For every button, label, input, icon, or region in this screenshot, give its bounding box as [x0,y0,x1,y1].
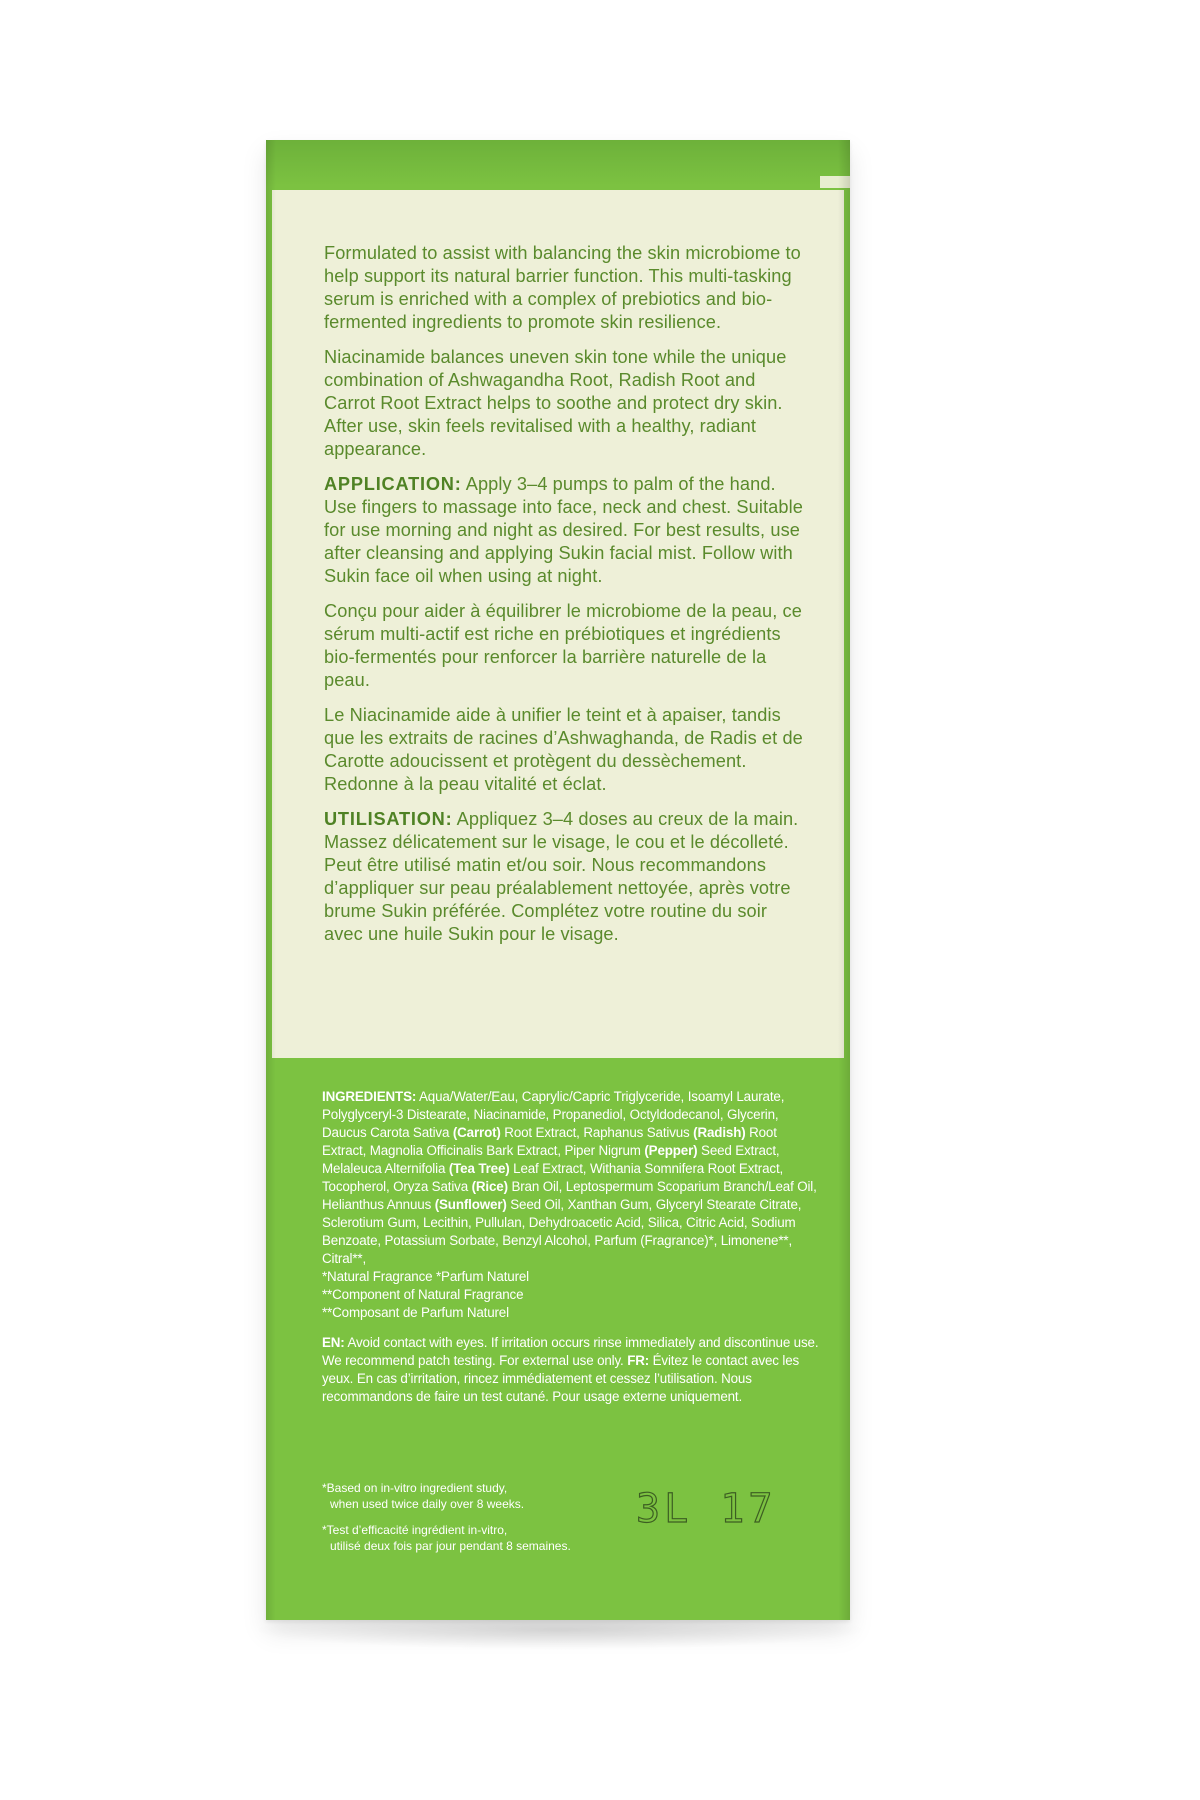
ingredients-part: Root Extract, Raphanus Sativus [500,1125,694,1140]
utilisation-heading: UTILISATION: [324,809,453,829]
application-text: Apply 3–4 pumps to palm of the hand. Use fingers to massage into face, neck and chest. Suitable for use morning and night as desired. For best results, use after cleansing and applying Sukin facial mist. Follow with Sukin face oil when using at night. [324,474,803,586]
ingredients-part: Root Extract, Magnolia Officinalis Bark Extract, Piper Nigrum [322,1125,777,1158]
ingredients-list [322,1088,820,1268]
box-top-flap [266,140,850,186]
ingredients-part: Aqua/Water/Eau, Caprylic/Capric Triglyceride, Isoamyl Laurate, Polyglyceryl-3 Distearate, Niacinamide, Propanediol, Octyldodecanol, Glycerin, Daucus Carota Sativa [322,1089,785,1140]
warning-en: Avoid contact with eyes. If irritation occurs rinse immediately and discontinue use. We recommend patch testing. For external use only. [322,1335,819,1368]
box-edge-shade-right [838,140,850,1620]
warning-fr: Évitez le contact avec les yeux. En cas d’irritation, rincez immédiatement et cessez l’utilisation. Nous recommandons de faire un test cutané. Pour usage externe uniquement. [322,1353,800,1404]
footnote-fr-line-2: utilisé deux fois par jour pendant 8 semaines. [330,1539,571,1553]
study-footnotes [322,1480,571,1564]
utilisation-text: Appliquez 3–4 doses au creux de la main. Massez délicatement sur le visage, le cou et le décolleté. Peut être utilisé matin et/ou soir. Nous recommandons d’appliquer sur peau préalablement nettoyée, après votre brume Sukin préférée. Complétez votre routine du soir avec une huile Sukin pour le visage. [324,809,799,944]
footnote-en [322,1480,571,1512]
ingredient-highlight: (Tea Tree) [448,1161,510,1176]
footnote-en-line-2: when used twice daily over 8 weeks. [330,1497,525,1511]
batch-code: 3L 17 [636,1486,777,1532]
ingredients-heading: INGREDIENTS: [322,1089,417,1104]
utilisation-paragraph [324,808,810,946]
ingredients-part: Seed Extract, Melaleuca Alternifolia [322,1143,780,1176]
footnote-fr-line-1: *Test d’efficacité ingrédient in-vitro, [322,1523,508,1537]
application-paragraph [324,473,810,588]
cream-label-panel [272,190,844,1058]
ingredients-part: Seed Oil, Xanthan Gum, Glyceryl Stearate Citrate, Sclerotium Gum, Lecithin, Pullulan, Dehydroacetic Acid, Silica, Citric Acid, Sodium Benzoate, Potassium Sorbate, Benzyl Alcohol, Parfum (Fragrance)*, Limonene**, Citral**, [322,1197,802,1266]
ingredient-highlight: (Pepper) [644,1143,698,1158]
ingredients-part: Bran Oil, Leptospermum Scoparium Branch/Leaf Oil, Helianthus Annuus [322,1179,817,1212]
intro-fr: Conçu pour aider à équilibrer le microbiome de la peau, ce sérum multi-actif est riche en prébiotiques et ingrédients bio-fermentés pour renforcer la barrière naturelle de la peau. [324,601,802,690]
description-text [324,242,810,958]
ingredients-part: Leaf Extract, Withania Somnifera Root Extract, Tocopherol, Oryza Sativa [322,1161,784,1194]
application-heading: APPLICATION: [324,474,462,494]
body-en: Niacinamide balances uneven skin tone while the unique combination of Ashwagandha Root, Radish Root and Carrot Root Extract helps to soothe and protect dry skin. After use, skin feels revitalised with a healthy, radiant appearance. [324,347,787,459]
intro-en: Formulated to assist with balancing the skin microbiome to help support its natural barrier function. This multi-tasking serum is enriched with a complex of prebiotics and bio-fermented ingredients to promote skin resilience. [324,243,801,332]
product-box [266,140,850,1620]
footnote-fr [322,1522,571,1554]
body-fr: Le Niacinamide aide à unifier le teint et à apaiser, tandis que les extraits de racines d’Ashwaghanda, de Radis et de Carotte adoucissent et protègent du dessèchement. Redonne à la peau vitalité et éclat. [324,705,803,794]
ingredient-highlight: (Rice) [471,1179,508,1194]
ingredient-highlight: (Sunflower) [434,1197,507,1212]
warning-fr-label: FR: [627,1353,650,1368]
warning-en-label: EN: [322,1335,345,1350]
ingredients-block [322,1088,820,1406]
warning-text [322,1334,820,1406]
fragrance-note-1: *Natural Fragrance *Parfum Naturel [322,1269,530,1284]
fragrance-note-3: **Composant de Parfum Naturel [322,1305,509,1320]
ingredient-highlight: (Radish) [693,1125,746,1140]
footnote-en-line-1: *Based on in-vitro ingredient study, [322,1481,508,1495]
ingredient-highlight: (Carrot) [452,1125,501,1140]
box-edge-shade-left [266,140,276,1620]
fragrance-note-2: **Component of Natural Fragrance [322,1287,524,1302]
